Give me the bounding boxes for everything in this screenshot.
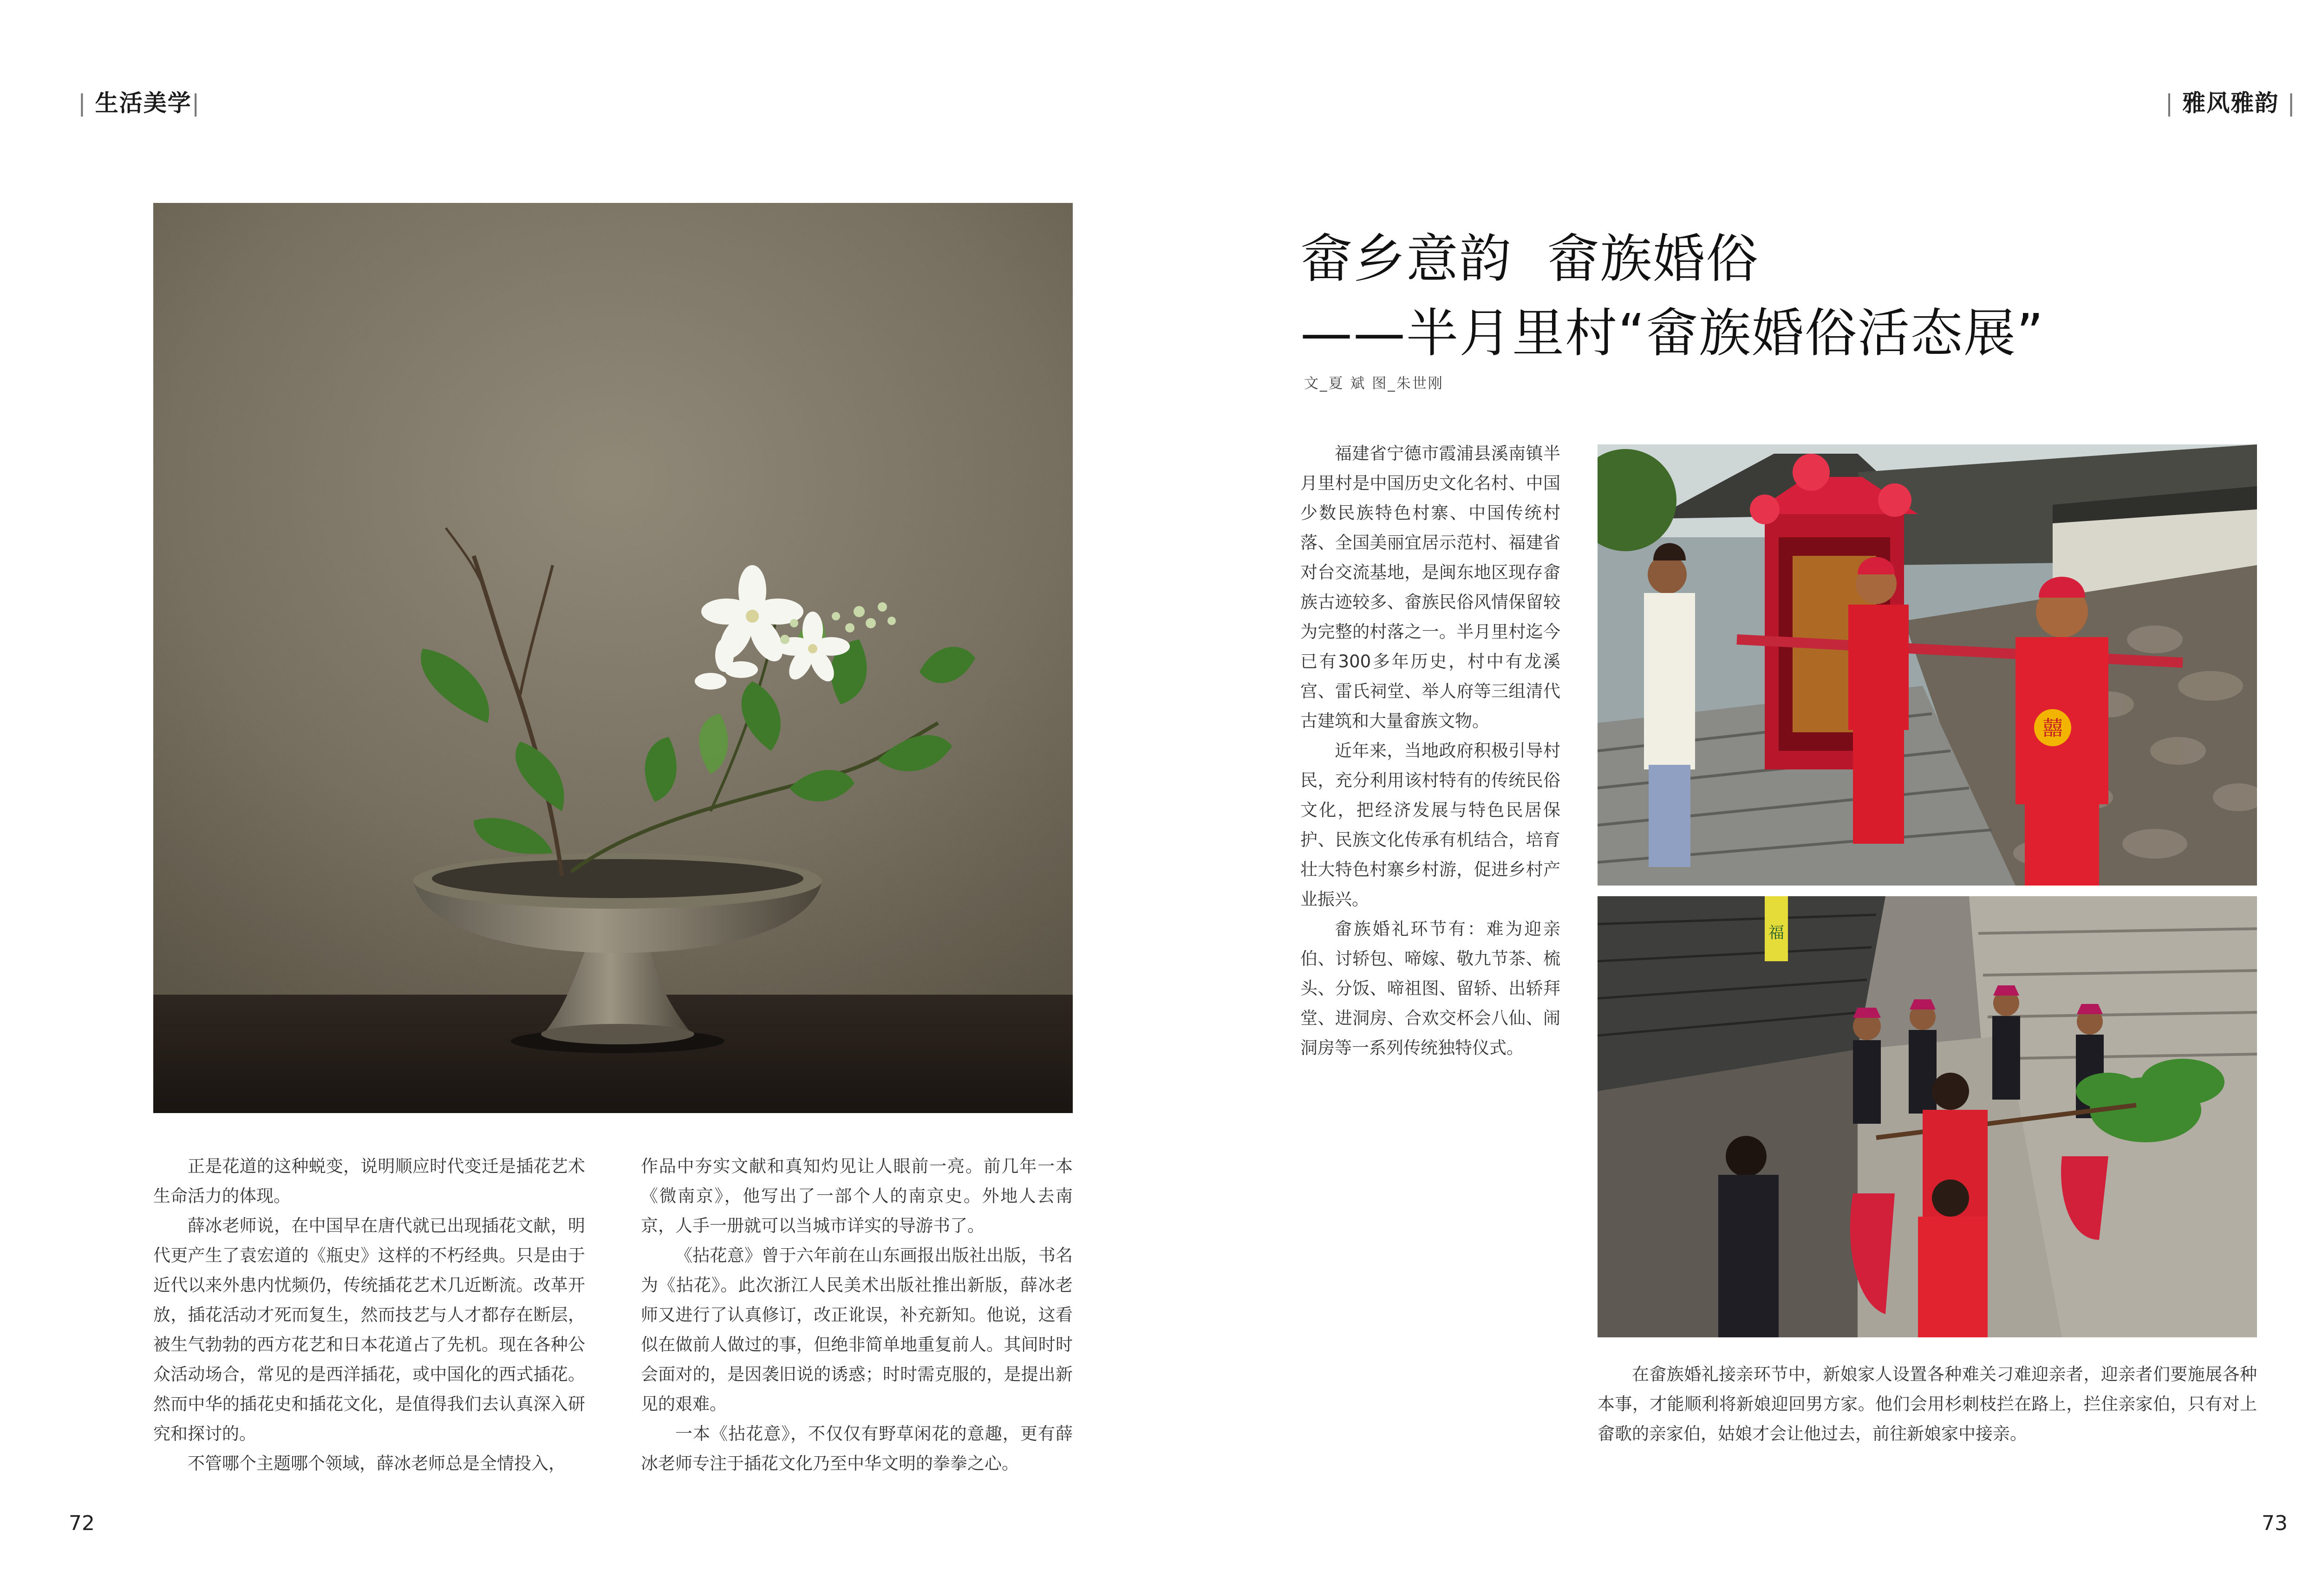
photo-caption <box>1598 1360 2257 1449</box>
paragraph: 不管哪个主题哪个领域，薛冰老师总是全情投入， <box>188 1453 566 1473</box>
wedding-sedan-photo <box>1598 444 2257 886</box>
section-label-left: | 生活美学| <box>78 90 201 117</box>
paragraph: 畲族婚礼环节有：难为迎亲伯、讨轿包、啼嫁、敬九节茶、梳头、分饭、啼祖图、留轿、出轿拜堂、进洞房、合欢交杯会八仙、闹洞房等一系列传统独特仪式。 <box>1300 919 1560 1058</box>
page-number-left: 72 <box>69 1511 95 1535</box>
left-column-1 <box>153 1152 585 1479</box>
page-number-right: 73 <box>2262 1511 2288 1535</box>
right-column <box>1300 439 1560 1063</box>
paragraph: 薛冰老师说，在中国早在唐代就已出现插花文献，明代更产生了袁宏道的《瓶史》这样的不朽经典。只是由于近代以来外患内忧频仍，传统插花艺术几近断流。改革开放，插花活动才死而复生，然而技艺与人才都存在断层，被生气勃勃的西方花艺和日本花道占了先机。现在各种公众活动场合，常见的是西洋插花，或中国化的西式插花。然而中华的插花史和插花文化，是值得我们去认真深入研究和探讨的。 <box>153 1216 585 1444</box>
village-procession-photo <box>1598 896 2257 1337</box>
headline-line-1: 畲乡意韵 畲族婚俗 <box>1300 229 1759 289</box>
article-headline <box>1300 222 2044 371</box>
paragraph: 一本《拈花意》，不仅仅有野草闲花的意趣，更有薛冰老师专注于插花文化乃至中华文明的拳拳之心。 <box>641 1424 1073 1473</box>
paragraph: 《拈花意》曾于六年前在山东画报出版社出版，书名为《拈花》。此次浙江人民美术出版社推出新版，薛冰老师又进行了认真修订，改正讹误，补充新知。他说，这看似在做前人做过的事，但绝非简单地重复前人。其间时时会面对的，是因袭旧说的诱惑；时时需克服的，是提出新见的艰难。 <box>641 1245 1073 1414</box>
byline: 文_夏 斌 图_朱世刚 <box>1304 375 1444 392</box>
paragraph: 近年来，当地政府积极引导村民，充分利用该村特有的传统民俗文化，把经济发展与特色民居保护、民族文化传承有机结合，培育壮大特色村寨乡村游，促进乡村产业振兴。 <box>1300 741 1560 909</box>
left-column-2 <box>641 1152 1073 1479</box>
paragraph: 福建省宁德市霞浦县溪南镇半月里村是中国历史文化名村、中国少数民族特色村寨、中国传统村落、全国美丽宜居示范村、福建省对台交流基地，是闽东地区现存畲族古迹较多、畲族民俗风情保留较为完整的村落之一。半月里村迄今已有300多年历史，村中有龙溪宫、雷氏祠堂、举人府等三组清代古建筑和大量畲族文物。 <box>1300 443 1560 731</box>
ikebana-photo <box>153 203 1073 1113</box>
headline-line-2: ——半月里村“畲族婚俗活态展” <box>1300 303 2045 364</box>
section-label-right: | 雅风雅韵 | <box>2165 90 2296 117</box>
paragraph: 正是花道的这种蜕变，说明顺应时代变迁是插花艺术生命活力的体现。 <box>153 1156 585 1206</box>
paragraph: 作品中夯实文献和真知灼见让人眼前一亮。前几年一本《微南京》，他写出了一部个人的南京史。外地人去南京，人手一册就可以当城市详实的导游书了。 <box>641 1156 1073 1236</box>
banner-character: 福 <box>1768 924 1784 942</box>
caption-text: 在畲族婚礼接亲环节中，新娘家人设置各种难关刁难迎亲者，迎亲者们要施展各种本事，才能顺利将新娘迎回男方家。他们会用杉刺枝拦在路上，拦住亲家伯，只有对上畲歌的亲家伯，姑娘才会让他过去，前往新娘家中接亲。 <box>1598 1364 2257 1444</box>
sedan-double-happiness: 囍 <box>2042 717 2063 740</box>
